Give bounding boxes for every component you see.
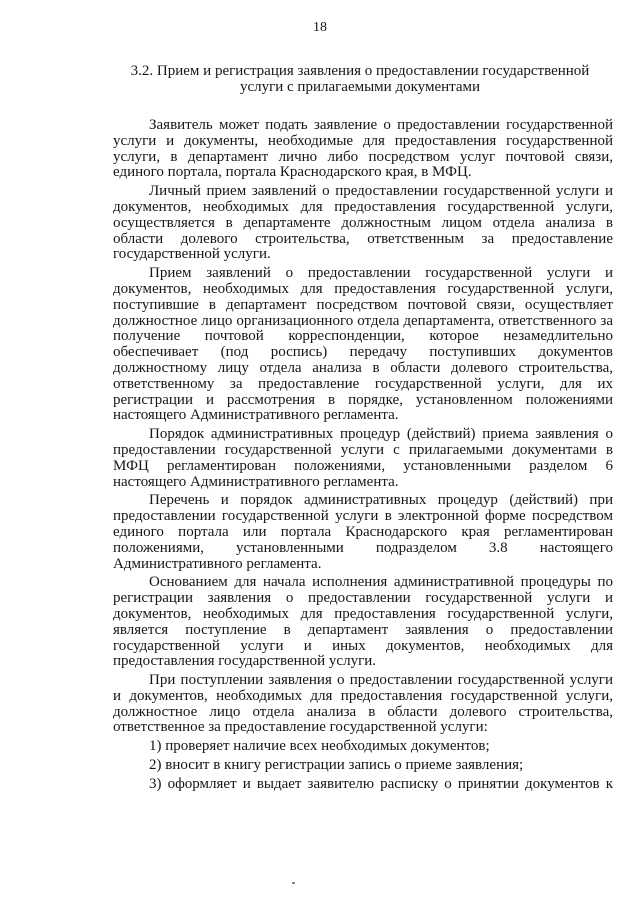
heading-line: 3.2. Прием и регистрация заявления о предоставлении государственной — [130, 63, 590, 79]
section-heading — [90, 63, 630, 95]
text-line: поступившие в департамент посредством почтовой связи, осуществляет — [113, 296, 613, 313]
text-line: предоставлении государственной услуги в электронной форме посредством — [113, 508, 613, 525]
text-line: единого портала, портала Краснодарского края, в МФЦ. — [113, 164, 472, 181]
text-line: ответственному за предоставление государственной услуги, для их — [113, 375, 613, 392]
text-line: МФЦ регламентирован положениями, установленными разделом 6 — [113, 457, 613, 474]
text-line: ответственное за предоставление государственной услуги: — [113, 719, 488, 736]
list-item — [113, 777, 613, 793]
text-line: должностное лицо отдела анализа в области долевого строительства, — [113, 703, 613, 720]
text-line: Перечень и порядок административных процедур (действий) при — [149, 492, 613, 509]
text-line: положениями, установленными подразделом 3.8 настоящего — [113, 539, 613, 556]
paragraph-submission-methods — [113, 118, 613, 181]
document-body — [113, 118, 613, 796]
text-line: и документов, необходимых для предоставления государственной услуги, — [113, 687, 613, 704]
text-line: предоставлении государственной услуги с прилагаемыми документами в — [113, 441, 613, 458]
text-line: Порядок административных процедур (действий) приема заявления о — [149, 426, 613, 443]
text-line: обеспечивает (под роспись) передачу поступивших документов — [113, 344, 613, 361]
scan-speck — [292, 882, 295, 884]
text-line: области долевого строительства, ответственным за предоставление — [113, 230, 613, 247]
text-line: 3) оформляет и выдает заявителю расписку о принятии документов к — [149, 775, 613, 792]
text-line: Заявитель может подать заявление о предоставлении государственной — [149, 117, 613, 133]
text-line: регистрации заявления о предоставлении государственной услуги и — [113, 590, 613, 607]
text-line: документов, необходимых для предоставления государственной услуги, — [113, 605, 613, 622]
text-line: документов, необходимых для предоставления государственной услуги, — [113, 198, 613, 215]
text-line: получение почтовой корреспонденции, которое незамедлительно — [113, 328, 613, 345]
list-item — [113, 758, 613, 774]
paragraph-electronic-procedure — [113, 493, 613, 572]
text-line: При поступлении заявления о предоставлении государственной услуги — [149, 672, 613, 689]
text-line: предоставления государственной услуги. — [113, 653, 377, 670]
paragraph-grounds-for-procedure — [113, 575, 613, 670]
text-line: документов, необходимых для предоставления государственной услуги, — [113, 280, 613, 297]
text-line: настоящего Административного регламента. — [113, 473, 399, 490]
text-line: осуществляется в департаменте должностным лицом отдела анализа в — [113, 214, 613, 231]
text-line: регистрации и рассмотрения в порядке, установленном положениями — [113, 391, 613, 408]
text-line: Личный прием заявлений о предоставлении государственной услуги и — [149, 183, 613, 200]
text-line: Основанием для начала исполнения административной процедуры по — [149, 574, 613, 591]
paragraph-postal-reception — [113, 266, 613, 424]
page-number: 18 — [313, 20, 327, 35]
paragraph-personal-reception — [113, 184, 613, 263]
list-item — [113, 739, 613, 755]
text-line: государственной услуги и иных документов, необходимых для — [113, 637, 613, 654]
text-line: должностное лицо организационного отдела департамента, ответственного за — [113, 312, 613, 329]
text-line: настоящего Административного регламента. — [113, 407, 399, 424]
text-line: 1) проверяет наличие всех необходимых документов; — [149, 738, 490, 755]
text-line: является поступление в департамент заявления о предоставлении — [113, 621, 613, 638]
heading-line: услуги с прилагаемыми документами — [239, 79, 481, 95]
text-line: услуги и документы, необходимые для предоставления государственной — [113, 132, 613, 149]
text-line: 2) вносит в книгу регистрации запись о приеме заявления; — [149, 757, 524, 774]
paragraph-mfc-procedure — [113, 427, 613, 490]
text-line: Прием заявлений о предоставлении государственной услуги и — [149, 265, 613, 282]
text-line: должностному лицу отдела анализа в области долевого строительства, — [113, 359, 613, 376]
text-line: единого портала или портала Краснодарского края регламентирован — [113, 523, 613, 540]
text-line: Административного регламента. — [113, 555, 322, 572]
text-line: услуги, в департамент лично либо посредством услуг почтовой связи, — [113, 148, 613, 165]
text-line: государственной услуги. — [113, 246, 271, 263]
paragraph-official-actions — [113, 673, 613, 736]
